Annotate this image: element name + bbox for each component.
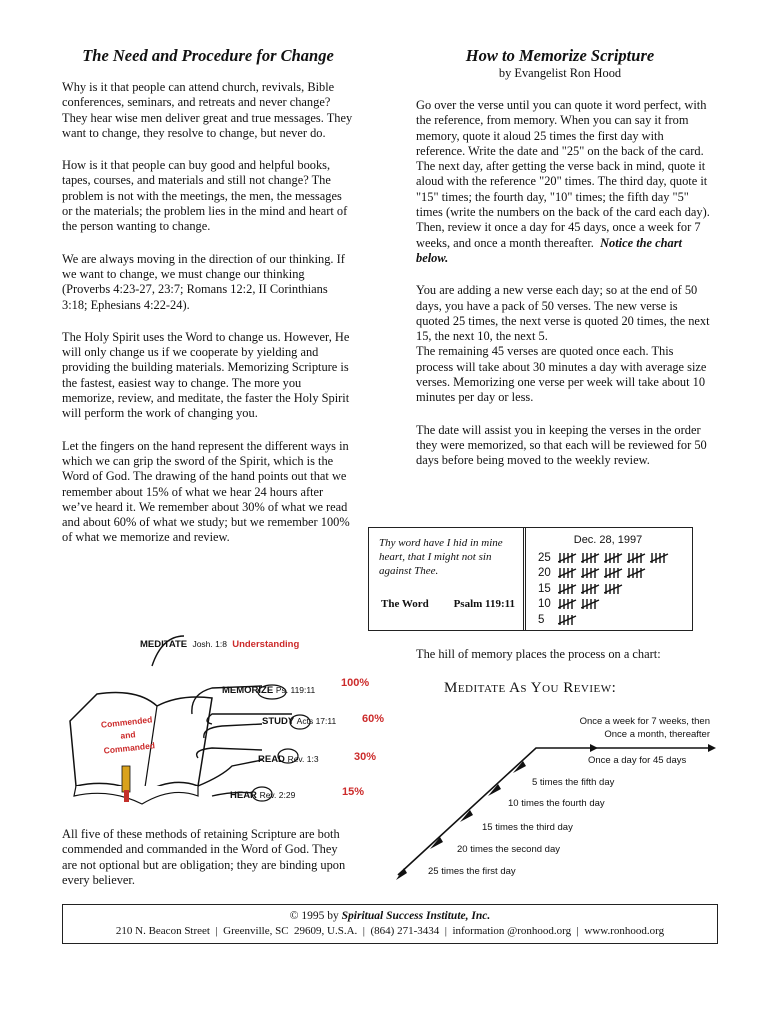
hill-label-weekly: Once a week for 7 weeks, then: [579, 716, 710, 727]
right-paragraph-2b: The remaining 45 verses are quoted once each. This process will take about 30 minutes a day with average size verses. Memorizing one verse per week will take about 10 minutes per day or less.: [416, 344, 707, 405]
tally-mark-icon: [627, 567, 647, 579]
left-paragraph-4: The Holy Spirit uses the Word to change us. However, He will only change us if we cooperate by yielding and providing the building materials. Memorizing Scripture is the fastest, easiest way to change. The more you memorize, review, and meditate, the faster the Holy Spirit will perform the work of changing you.: [62, 329, 350, 421]
hill-label-daily: Once a day for 45 days: [588, 755, 687, 766]
tally-row: [538, 597, 673, 613]
tally-mark-icon: [581, 598, 601, 610]
left-body: [62, 80, 354, 563]
arrow-icon: [590, 744, 598, 752]
right-paragraph-2: You are adding a new verse each day; so at the end of 50 days, you have a pack of 50 verses. The new verse is quoted 25 times, the next verse is quoted 20 times, the next 15, the next 10, the next 5.: [416, 283, 710, 344]
hill-line: [398, 748, 708, 875]
tally-count: 25: [538, 551, 551, 564]
footer-copyright: © 1995 by Spiritual Success Institute, Inc.: [289, 910, 491, 922]
left-title: The Need and Procedure for Change: [82, 46, 334, 65]
left-paragraph-5: Let the fingers on the hand represent the different ways in which we can grip the sword of the Spirit, which is the Word of God. The drawing of the hand points out that we remember about 15% of what we hear 24 hours after we’ve heard it. We remember about 30% of what we read and about 60% of what we study; but we remember 100% of what we memorize and review.: [62, 438, 350, 545]
right-title: How to Memorize Scripture: [465, 46, 655, 65]
left-paragraph-1: Why is it that people can attend church, revivals, Bible conferences, seminars, and retreats and never change? They hear wise men deliver great and true messages. They want to change, they resolve to change, but never do.: [62, 80, 353, 140]
hill-label-day2: 20 times the second day: [457, 844, 560, 855]
arrow-right-icon: [708, 744, 716, 752]
left-closing: All five of these methods of retaining Scripture are both commended and commanded in the Word of God. They are not optional but are obligation; they are binding upon every believer.: [62, 827, 346, 887]
tally-list: [538, 550, 673, 628]
tally-count: 20: [538, 567, 551, 580]
footer-address: 210 N. Beacon Street | Greenville, SC 29609, U.S.A. | (864) 271-3434 | information @ronhood.org | www.ronhood.org: [115, 925, 665, 937]
hill-intro: The hill of memory places the process on a chart:: [416, 647, 661, 661]
card-date: Dec. 28, 1997: [573, 534, 643, 546]
percent-15: 15%: [342, 786, 365, 798]
finger-hear: HEAR Rev. 2:29: [230, 790, 296, 801]
right-body: [416, 98, 710, 486]
hill-label-day5: 5 times the fifth day: [532, 777, 615, 788]
card-verse: Thy word have I hid in mine heart, that I might not sin against Thee.: [379, 537, 503, 577]
tally-mark-icon: [627, 552, 647, 564]
tally-mark-icon: [581, 583, 601, 595]
book-label: Commended and Commanded: [100, 714, 156, 756]
right-paragraph-1: Go over the verse until you can quote it word perfect, with the reference, from memory. When you can say it from memory, quote it aloud 25 times the first day with reference. Write the date and "25" on the back of the card. The next day, after getting the verse back in mind, quote it aloud with the reference "20" times. The third day, quote it "15" times; the fourth day, "10" times; the fifth day "5" times (write the numbers on the back of the card each day). Then, review it once a day for 45 days, once a week for 7 weeks, and once a month thereafter. Notice the chart below.: [416, 98, 710, 265]
tally-mark-icon: [558, 552, 578, 564]
tally-mark-icon: [558, 567, 578, 579]
hill-label-day1: 25 times the first day: [428, 866, 516, 877]
percent-100: 100%: [341, 677, 370, 689]
footer: [62, 904, 718, 944]
percent-30: 30%: [354, 751, 377, 763]
tally-count: 10: [538, 598, 551, 611]
right-byline: by Evangelist Ron Hood: [498, 66, 622, 80]
tally-mark-icon: [604, 552, 624, 564]
tally-mark-icon: [558, 598, 578, 610]
tally-mark-icon: [581, 552, 601, 564]
verse-card-front: [368, 527, 526, 631]
tally-mark-icon: [558, 614, 578, 626]
percent-60: 60%: [362, 713, 385, 725]
card-ref: Psalm 119:11: [453, 598, 515, 610]
card-label: The Word: [381, 598, 429, 610]
hill-label-day3: 15 times the third day: [482, 822, 573, 833]
tally-row: [538, 550, 673, 566]
tally-mark-icon: [604, 567, 624, 579]
tally-row: [538, 566, 673, 582]
finger-read: READ Rev. 1:3: [258, 754, 319, 765]
left-paragraph-3: We are always moving in the direction of our thinking. If we want to change, we must change our thinking (Proverbs 4:23-27, 23:7; Romans 12:2, II Corinthians 3:18; Ephesians 4:22-24).: [62, 251, 345, 312]
right-paragraph-3: The date will assist you in keeping the verses in the order they were memorized, so that each will be reviewed for 50 days before being moved to the weekly review.: [416, 422, 707, 468]
left-paragraph-2: How is it that people can buy good and helpful books, tapes, courses, and materials and still not change? The problem is not with the meetings, the men, the messages or the materials; the problem lies in the mind and heart of the person wanting to change.: [62, 158, 348, 234]
finger-memorize: MEMORIZE Ps. 119:11: [222, 685, 316, 696]
hill-heading: Meditate As You Review:: [444, 680, 617, 696]
hill-label-day4: 10 times the fourth day: [508, 798, 605, 809]
tally-count: 15: [538, 582, 551, 595]
tally-mark-icon: [558, 583, 578, 595]
arrow-start-icon: [396, 868, 407, 880]
finger-study: STUDY Acts 17:11: [262, 716, 337, 727]
tally-row: [538, 581, 673, 597]
tally-mark-icon: [604, 583, 624, 595]
finger-meditate: MEDITATE Josh. 1:8 Understanding: [140, 639, 300, 650]
tally-count: 5: [538, 613, 545, 626]
tally-mark-icon: [650, 552, 670, 564]
verse-card-back: [523, 527, 693, 631]
tally-row: [538, 612, 673, 628]
hill-label-monthly: Once a month, thereafter: [604, 729, 710, 740]
tally-mark-icon: [581, 567, 601, 579]
